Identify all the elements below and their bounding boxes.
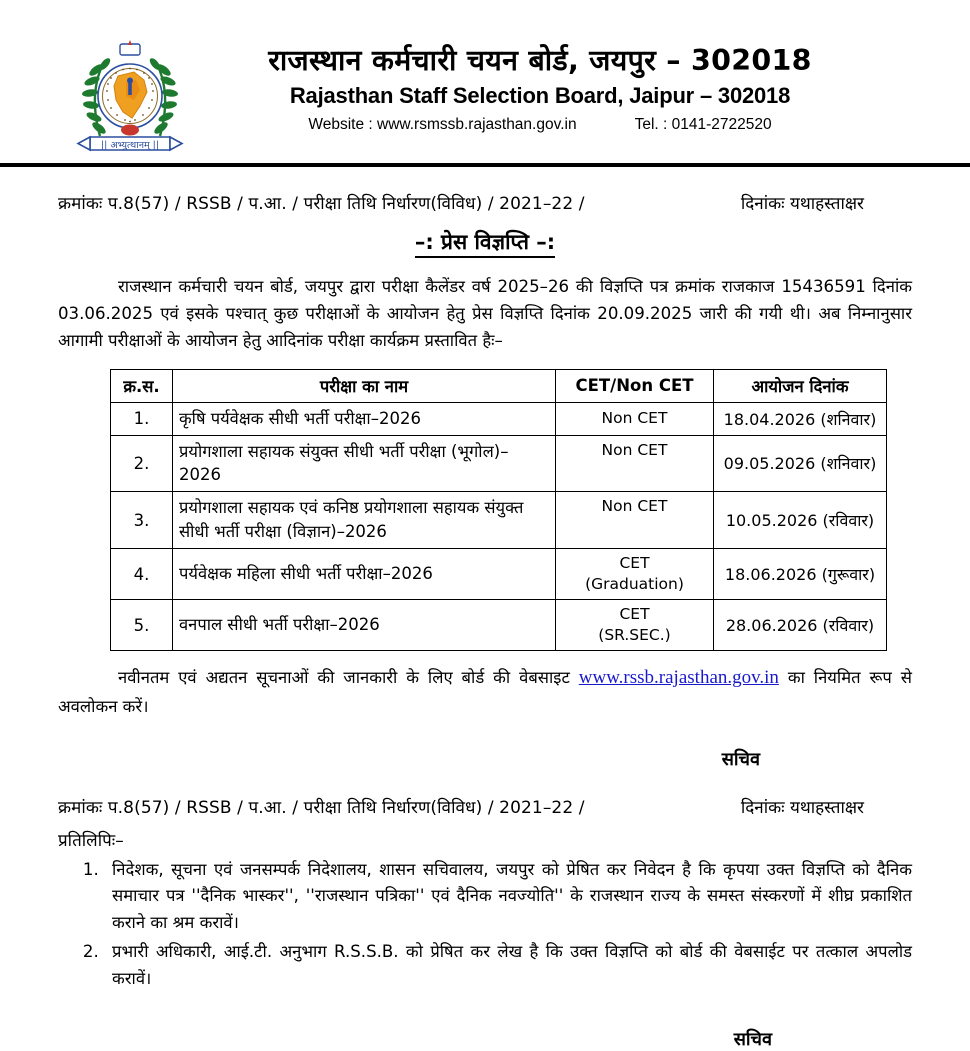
cell-cet-type: CET (SR.SEC.) <box>556 600 714 651</box>
header-telephone: Tel. : 0141-2722520 <box>634 115 772 133</box>
signature-secretary-top: सचिव <box>721 748 760 770</box>
cell-serial: 5. <box>111 600 173 651</box>
cell-cet-type: Non CET <box>556 402 714 435</box>
board-website-link[interactable]: www.rssb.rajasthan.gov.in <box>578 666 779 688</box>
intro-paragraph: राजस्थान कर्मचारी चयन बोर्ड, जयपुर द्वारा परीक्षा कैलेंडर वर्ष 2025–26 की विज्ञप्ति पत्र क्रमांक राजकाज 15436591 दिनांक 03.06.2025 एवं इसके पश्चात् कुछ परीक्षाओं के आयोजन हेतु प्रेस विज्ञप्ति दिनांक 20.09.2025 जारी की गयी थी। अब निम्नानुसार आगामी परीक्षाओं के आयोजन हेतु आदिनांक परीक्षा कार्यक्रम प्रस्तावित हैः– <box>58 277 912 350</box>
cell-serial: 4. <box>111 549 173 600</box>
cell-cet-type: Non CET <box>556 492 714 549</box>
cell-exam-name: पर्यवेक्षक महिला सीधी भर्ती परीक्षा–2026 <box>173 549 556 600</box>
cell-serial: 2. <box>111 435 173 492</box>
emblem-ribbon-icon <box>78 137 182 151</box>
document-body <box>0 191 970 1051</box>
column-header-cet-type: CET/Non CET <box>556 369 714 402</box>
cell-exam-name: कृषि पर्यवेक्षक सीधी भर्ती परीक्षा–2026 <box>173 402 556 435</box>
cell-cet-type: CET (Graduation) <box>556 549 714 600</box>
cell-exam-name: वनपाल सीधी भर्ती परीक्षा–2026 <box>173 600 556 651</box>
table-body <box>111 402 887 650</box>
closing-paragraph-before: नवीनतम एवं अद्यतन सूचनाओं की जानकारी के लिए बोर्ड की वेबसाइट <box>118 667 579 687</box>
svg-text:|| अभ्युत्थानम् ||: || अभ्युत्थानम् || <box>100 140 160 151</box>
list-item: 1. निदेशक, सूचना एवं जनसम्पर्क निदेशालय, शासन सचिवालय, जयपुर को प्रेषित कर निवेदन है कि कृपया उक्त विज्ञप्ति को दैनिक समाचार पत्र ''दैनिक भास्कर'', ''राजस्थान पत्रिका'' एवं दैनिक नवज्योति'' के राजस्थान राज्य के समस्त संस्करणों में शीघ्र प्रकाशित कराने का श्रम करावें। <box>104 857 912 938</box>
reference-row-bottom <box>58 795 912 818</box>
cell-exam-date: 28.06.2026 (रविवार) <box>714 600 887 651</box>
column-header-exam-date: आयोजन दिनांक <box>714 369 887 402</box>
header-contact-row <box>190 116 890 134</box>
board-title-hindi: राजस्थान कर्मचारी चयन बोर्ड, जयपुर – 302018 <box>268 44 812 77</box>
closing-paragraph-after: का नियमित रूप से अवलोकन करें। <box>58 667 912 716</box>
cell-cet-type: Non CET <box>556 435 714 492</box>
rajasthan-state-emblem-icon <box>74 38 186 158</box>
header-text-block <box>190 44 890 134</box>
page-title <box>58 228 912 256</box>
header-divider <box>0 163 970 167</box>
cell-serial: 1. <box>111 402 173 435</box>
reference-date-bottom: दिनांकः यथाहस्ताक्षर <box>740 797 864 818</box>
cell-exam-date: 10.05.2026 (रविवार) <box>714 492 887 549</box>
copy-to-label: प्रतिलिपिः– <box>58 830 124 851</box>
table-row <box>111 492 887 549</box>
reference-number-top: क्रमांकः प.8(57) / RSSB / प.आ. / परीक्षा तिथि निर्धारण(विविध) / 2021–22 / <box>58 194 585 214</box>
column-header-exam-name: परीक्षा का नाम <box>173 369 556 402</box>
reference-number-bottom: क्रमांकः प.8(57) / RSSB / प.आ. / परीक्षा तिथि निर्धारण(विविध) / 2021–22 / <box>58 797 585 818</box>
cell-exam-date: 09.05.2026 (शनिवार) <box>714 435 887 492</box>
table-header-row <box>111 369 887 402</box>
exam-schedule-table-wrapper <box>58 369 912 651</box>
table-row <box>111 435 887 492</box>
header-website: Website : www.rsmssb.rajasthan.gov.in <box>308 115 577 133</box>
reference-date-top: दिनांकः यथाहस्ताक्षर <box>740 194 864 214</box>
closing-paragraph <box>58 663 912 721</box>
cell-serial: 3. <box>111 492 173 549</box>
cell-exam-name: प्रयोगशाला सहायक एवं कनिष्ठ प्रयोगशाला सहायक संयुक्त सीधी भर्ती परीक्षा (विज्ञान)–2026 <box>173 492 556 549</box>
copy-to-list <box>58 857 912 993</box>
document-header <box>0 0 970 167</box>
column-header-serial: क्र.स. <box>111 369 173 402</box>
list-item: 2. प्रभारी अधिकारी, आई.टी. अनुभाग R.S.S.B. को प्रेषित कर लेख है कि उक्त विज्ञप्ति को बोर्ड की वेबसाईट पर तत्काल अपलोड करावें। <box>104 939 912 993</box>
table-row <box>111 549 887 600</box>
signature-secretary-bottom: सचिव <box>733 1028 772 1050</box>
reference-row-top <box>58 191 912 214</box>
table-row <box>111 402 887 435</box>
exam-schedule-table <box>110 369 887 651</box>
board-title-english: Rajasthan Staff Selection Board, Jaipur – 302018 <box>289 82 791 108</box>
page-title-text: –: प्रेस विज्ञप्ति –: <box>415 230 555 258</box>
emblem-crest-icon <box>120 40 140 55</box>
table-row <box>111 600 887 651</box>
cell-exam-date: 18.04.2026 (शनिवार) <box>714 402 887 435</box>
cell-exam-name: प्रयोगशाला सहायक संयुक्त सीधी भर्ती परीक्षा (भूगोल)–2026 <box>173 435 556 492</box>
cell-exam-date: 18.06.2026 (गुरूवार) <box>714 549 887 600</box>
